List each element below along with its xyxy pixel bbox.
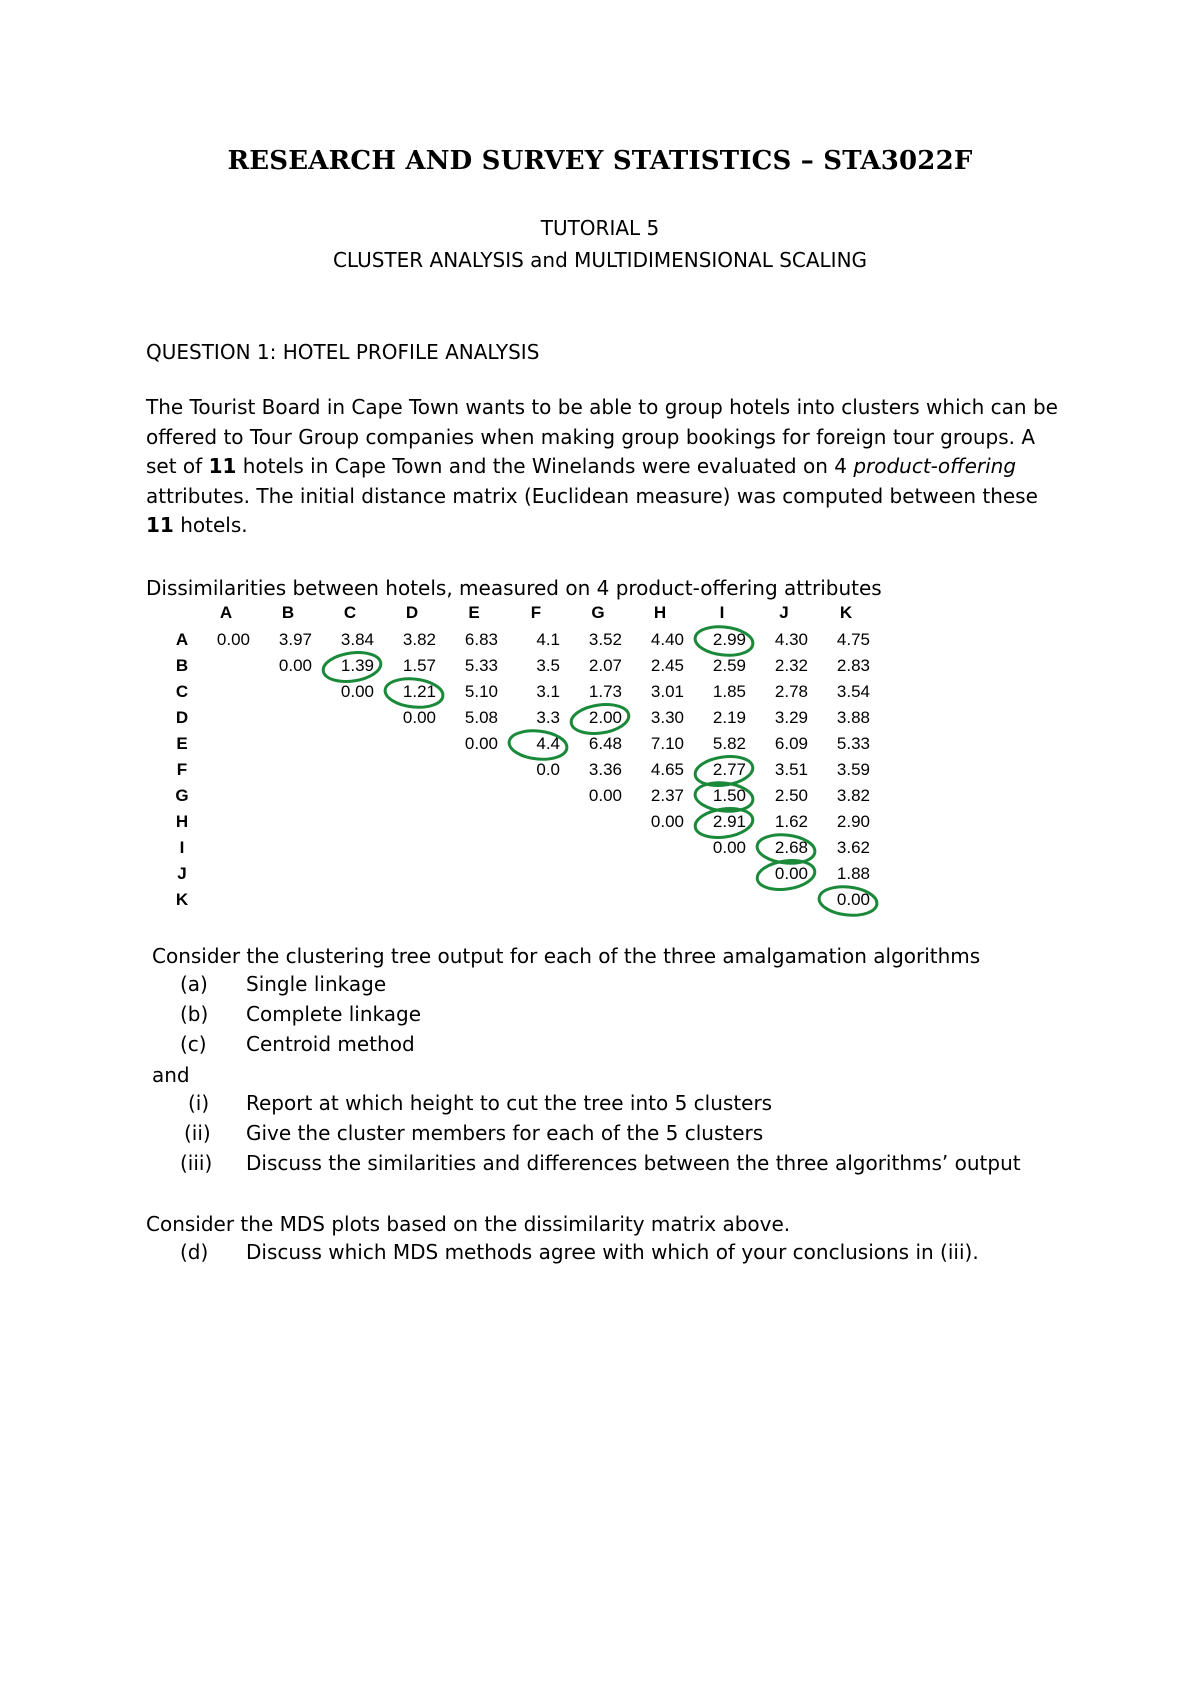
mds-intro: Consider the MDS plots based on the dissimilarity matrix above. <box>146 1212 791 1236</box>
matrix-cell: 3.97 <box>278 630 312 649</box>
matrix-cell: 0.00 <box>774 864 808 883</box>
matrix-cell: 0.00 <box>340 682 374 701</box>
tasks-intro: Consider the clustering tree output for each of the three amalgamation algorithms <box>152 944 981 968</box>
matrix-cell: 2.68 <box>774 838 808 857</box>
matrix-column-header: D <box>405 603 419 622</box>
subtask-i: Report at which height to cut the tree into 5 clusters <box>246 1091 773 1115</box>
matrix-column-header: G <box>591 603 605 622</box>
matrix-cell: 0.00 <box>216 630 250 649</box>
matrix-cell: 2.99 <box>712 630 746 649</box>
matrix-row-header: G <box>175 786 189 805</box>
list-label: (iii) <box>180 1151 213 1175</box>
matrix-cell: 3.54 <box>836 682 870 701</box>
matrix-cell: 3.84 <box>340 630 374 649</box>
matrix-cell: 0.00 <box>712 838 746 857</box>
list-label: (i) <box>188 1091 210 1115</box>
matrix-row-header: A <box>175 630 189 649</box>
tutorial-number: TUTORIAL 5 <box>540 216 660 240</box>
matrix-cell: 3.62 <box>836 838 870 857</box>
matrix-cell: 1.39 <box>340 656 374 675</box>
matrix-column-header: B <box>281 603 295 622</box>
list-label: (d) <box>180 1240 209 1264</box>
matrix-cell: 1.85 <box>712 682 746 701</box>
matrix-cell: 2.50 <box>774 786 808 805</box>
matrix-row-header: J <box>177 864 187 883</box>
matrix-cell: 3.30 <box>650 708 684 727</box>
matrix-cell: 3.5 <box>536 656 560 675</box>
matrix-cell: 3.3 <box>536 708 560 727</box>
matrix-cell: 2.83 <box>836 656 870 675</box>
document-title: RESEARCH AND SURVEY STATISTICS – STA3022F <box>227 146 973 176</box>
hotel-count: 11 <box>146 513 174 537</box>
matrix-row-header: K <box>175 890 189 909</box>
matrix-column-header: F <box>530 603 542 622</box>
matrix-cell: 2.77 <box>712 760 746 779</box>
matrix-row-header: E <box>176 734 188 753</box>
matrix-cell: 4.75 <box>836 630 870 649</box>
matrix-cell: 0.00 <box>650 812 684 831</box>
mds-task-d: Discuss which MDS methods agree with which of your conclusions in (iii). <box>246 1240 979 1264</box>
list-label: (a) <box>180 972 208 996</box>
matrix-row-header: I <box>179 838 185 857</box>
matrix-column-header: H <box>653 603 667 622</box>
matrix-cell: 2.37 <box>650 786 684 805</box>
matrix-cell: 0.00 <box>588 786 622 805</box>
matrix-row-header: F <box>176 760 188 779</box>
matrix-cell: 1.62 <box>774 812 808 831</box>
question-intro: The Tourist Board in Cape Town wants to be able to group hotels into clusters which can be offered to Tour Group companies when making group bookings for foreign tour groups. A set of 11 hotels in Cape Town and the Winelands were evaluated on 4 product-offering attributes. The initial distance matrix (Euclidean measure) was computed between these 11 hotels. <box>146 395 1058 537</box>
matrix-cell: 0.00 <box>836 890 870 909</box>
matrix-cell: 0.00 <box>278 656 312 675</box>
matrix-cell: 1.73 <box>588 682 622 701</box>
matrix-cell: 4.4 <box>536 734 560 753</box>
emphasis-term: product-offering <box>853 454 1017 478</box>
matrix-cell: 3.82 <box>402 630 436 649</box>
matrix-column-header: K <box>839 603 853 622</box>
matrix-cell: 3.29 <box>774 708 808 727</box>
matrix-cell: 2.59 <box>712 656 746 675</box>
matrix-cell: 3.82 <box>836 786 870 805</box>
hotel-count: 11 <box>208 454 237 478</box>
list-label: (ii) <box>184 1121 211 1145</box>
matrix-cell: 4.30 <box>774 630 808 649</box>
matrix-column-header: J <box>779 603 789 622</box>
matrix-cell: 5.82 <box>712 734 746 753</box>
matrix-cell: 2.91 <box>712 812 746 831</box>
matrix-cell: 2.45 <box>650 656 684 675</box>
algorithm-complete-linkage: Complete linkage <box>246 1002 422 1026</box>
matrix-row-header: C <box>175 682 189 701</box>
matrix-column-header: E <box>468 603 480 622</box>
matrix-cell: 7.10 <box>650 734 684 753</box>
matrix-caption: Dissimilarities between hotels, measured on 4 product-offering attributes <box>146 576 882 600</box>
matrix-cell: 0.0 <box>536 760 560 779</box>
matrix-column-header: I <box>719 603 725 622</box>
subtask-iii: Discuss the similarities and differences between the three algorithms’ output <box>246 1151 1021 1175</box>
matrix-column-header: C <box>343 603 357 622</box>
matrix-row-header: H <box>175 812 189 831</box>
matrix-cell: 2.32 <box>774 656 808 675</box>
matrix-cell: 6.48 <box>588 734 622 753</box>
matrix-cell: 4.1 <box>536 630 560 649</box>
matrix-cell: 5.10 <box>464 682 498 701</box>
matrix-cell: 1.88 <box>836 864 870 883</box>
matrix-cell: 2.19 <box>712 708 746 727</box>
matrix-row-header: D <box>175 708 189 727</box>
matrix-cell: 2.90 <box>836 812 870 831</box>
matrix-cell: 3.88 <box>836 708 870 727</box>
matrix-cell: 0.00 <box>402 708 436 727</box>
algorithm-centroid: Centroid method <box>246 1032 415 1056</box>
matrix-cell: 5.08 <box>464 708 498 727</box>
and-connector: and <box>152 1063 190 1087</box>
list-label: (b) <box>180 1002 209 1026</box>
matrix-cell: 3.52 <box>588 630 622 649</box>
matrix-cell: 6.83 <box>464 630 498 649</box>
matrix-cell: 2.07 <box>588 656 622 675</box>
matrix-cell: 3.36 <box>588 760 622 779</box>
matrix-cell: 3.59 <box>836 760 870 779</box>
subtask-ii: Give the cluster members for each of the 5 clusters <box>246 1121 764 1145</box>
matrix-cell: 3.51 <box>774 760 808 779</box>
matrix-column-header: A <box>219 603 233 622</box>
matrix-row-header: B <box>175 656 189 675</box>
tutorial-topic: CLUSTER ANALYSIS and MULTIDIMENSIONAL SCALING <box>332 248 868 272</box>
matrix-cell: 3.01 <box>650 682 684 701</box>
matrix-cell: 5.33 <box>836 734 870 753</box>
matrix-cell: 4.40 <box>650 630 684 649</box>
question-heading: QUESTION 1: HOTEL PROFILE ANALYSIS <box>146 340 540 364</box>
matrix-cell: 4.65 <box>650 760 684 779</box>
list-label: (c) <box>180 1032 207 1056</box>
matrix-cell: 0.00 <box>464 734 498 753</box>
matrix-cell: 1.21 <box>402 682 436 701</box>
matrix-cell: 6.09 <box>774 734 808 753</box>
algorithm-single-linkage: Single linkage <box>246 972 387 996</box>
matrix-cell: 2.00 <box>588 708 622 727</box>
matrix-cell: 5.33 <box>464 656 498 675</box>
matrix-cell: 1.57 <box>402 656 436 675</box>
matrix-cell: 2.78 <box>774 682 808 701</box>
matrix-cell: 3.1 <box>536 682 560 701</box>
matrix-cell: 1.50 <box>712 786 746 805</box>
